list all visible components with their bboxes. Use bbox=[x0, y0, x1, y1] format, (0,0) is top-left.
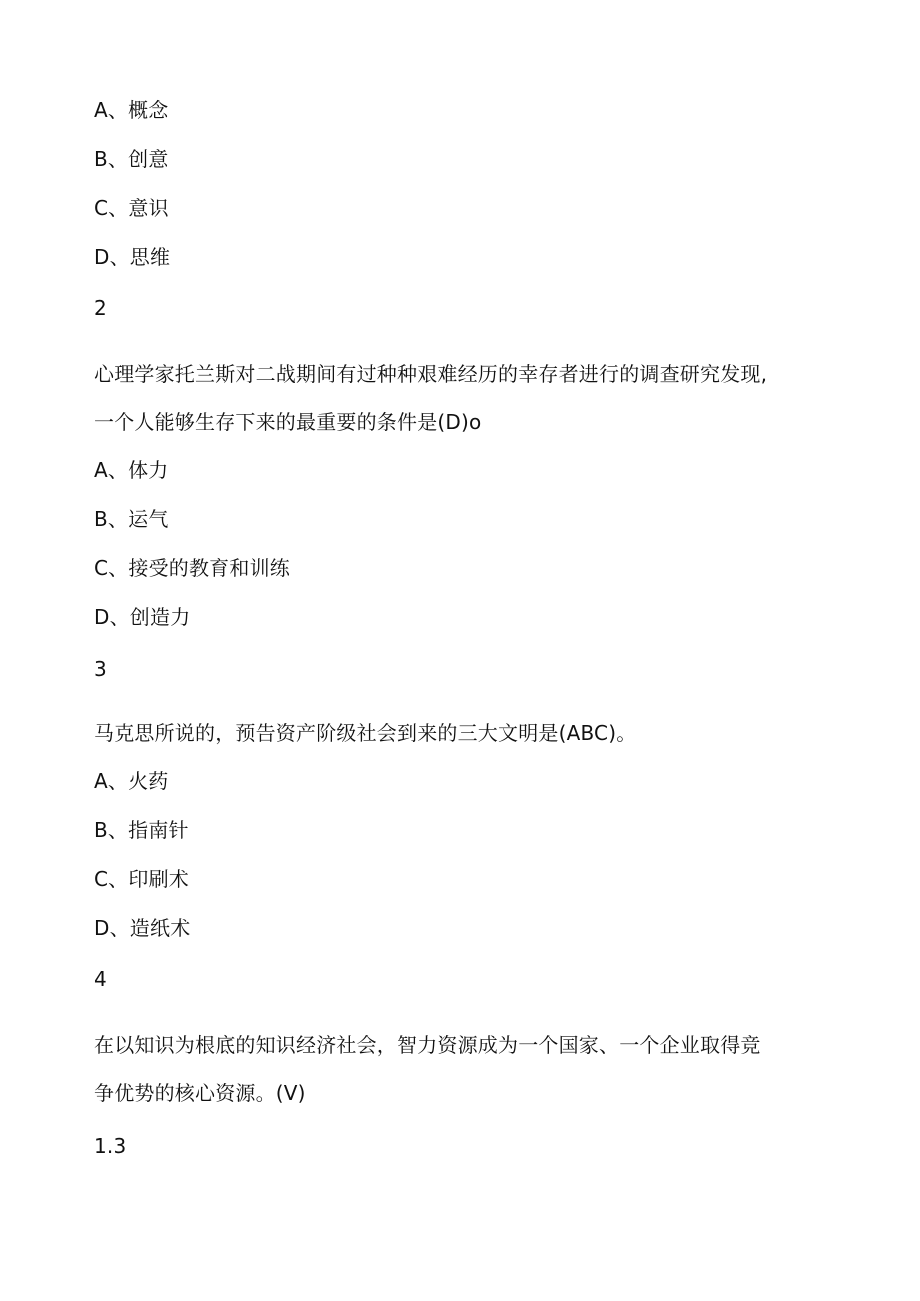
question-2-stem-line-2: 一个人能够生存下来的最重要的条件是(D)o bbox=[94, 410, 482, 434]
section-number: 1.3 bbox=[94, 1134, 127, 1158]
option-q2-d: D、创造力 bbox=[94, 605, 191, 629]
question-number-2: 2 bbox=[94, 296, 107, 320]
option-q2-b: B、运气 bbox=[94, 507, 169, 531]
option-q1-b: B、创意 bbox=[94, 147, 169, 171]
question-4-stem-line-2: 争优势的核心资源。(V) bbox=[94, 1081, 306, 1105]
option-q1-c: C、意识 bbox=[94, 196, 169, 220]
option-q1-d: D、思维 bbox=[94, 245, 171, 269]
question-number-3: 3 bbox=[94, 657, 107, 681]
question-2-stem-line-1: 心理学家托兰斯对二战期间有过种种艰难经历的幸存者进行的调查研究发现, bbox=[94, 362, 768, 386]
option-q3-d: D、造纸术 bbox=[94, 916, 191, 940]
question-4-stem-line-1: 在以知识为根底的知识经济社会，智力资源成为一个国家、一个企业取得竞 bbox=[94, 1033, 761, 1057]
option-q2-a: A、体力 bbox=[94, 458, 169, 482]
question-3-stem: 马克思所说的，预告资产阶级社会到来的三大文明是(ABC)。 bbox=[94, 721, 637, 745]
option-q1-a: A、概念 bbox=[94, 98, 169, 122]
option-q3-c: C、印刷术 bbox=[94, 867, 189, 891]
question-number-4: 4 bbox=[94, 967, 107, 991]
option-q3-b: B、指南针 bbox=[94, 818, 189, 842]
option-q2-c: C、接受的教育和训练 bbox=[94, 556, 290, 580]
option-q3-a: A、火药 bbox=[94, 769, 169, 793]
